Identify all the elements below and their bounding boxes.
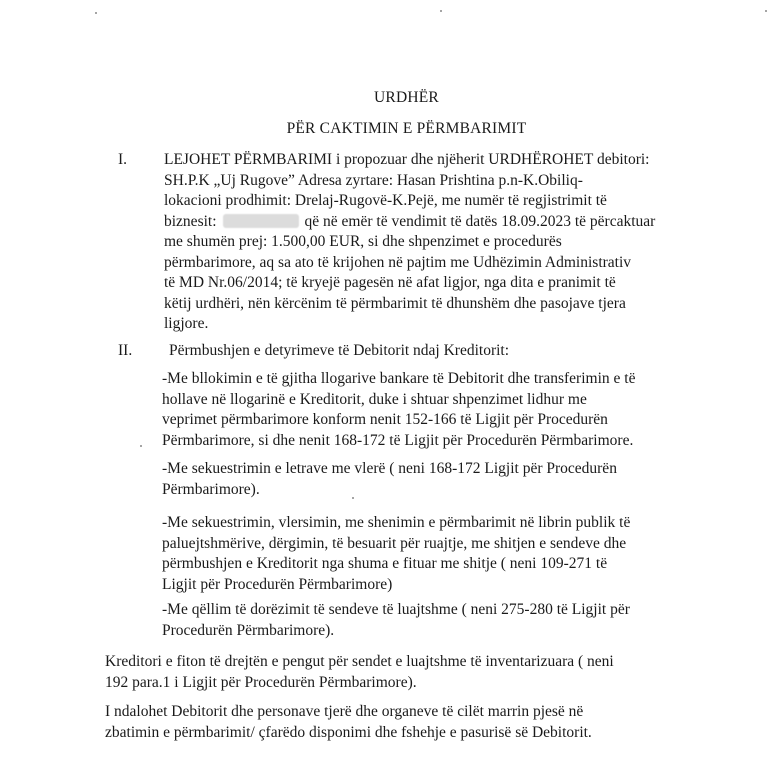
measure-bank-accounts	[162, 369, 635, 451]
text-line: këtij urdhëri, nën kërcënim të përmbarimit të dhunshëm dhe pasojave tjera	[164, 294, 626, 312]
text-fragment: që në emër të vendimit të datës 18.09.2023 të përcaktuar	[304, 212, 656, 230]
measure-securities	[162, 459, 617, 500]
document-title: URDHËR	[374, 89, 439, 106]
document-subtitle: PËR CAKTIMIN E PËRMBARIMIT	[286, 120, 527, 137]
section-2-heading: Përmbushjen e detyrimeve të Debitorit ndaj Kreditorit:	[169, 342, 510, 359]
text-line: SH.P.K „Uj Rugove” Adresa zyrtare: Hasan Prishtina p.n-K.Obiliq-	[164, 171, 583, 189]
section-1-text	[164, 150, 655, 335]
text-line: ligjore.	[164, 315, 209, 332]
text-line: I ndalohet Debitorit dhe personave tjerë dhe organeve të cilët marrin pjesë në	[105, 703, 584, 720]
text-line: 192 para.1 i Ligjit për Procedurën Përmbarimore).	[105, 673, 417, 691]
scan-speck	[765, 10, 767, 12]
section-1-numeral: I.	[118, 151, 128, 168]
text-line: përmbushjen e Kreditorit nga shuma e fituar me shitje ( neni 109-271 të	[162, 555, 608, 572]
pledge-right-paragraph	[105, 652, 614, 693]
text-fragment: biznesit:	[164, 212, 217, 230]
scan-speck	[140, 445, 142, 447]
text-line: me shumën prej: 1.500,00 EUR, si dhe shpenzimet e procedurës	[164, 233, 562, 250]
scan-speck	[95, 12, 97, 14]
scan-speck	[352, 497, 354, 499]
text-line: -Me sekuestrimin e letrave me vlerë ( neni 168-172 Ligjit për Procedurën	[162, 460, 617, 477]
text-line: -Me sekuestrimin, vlersimin, me shenimin e përmbarimit në librin publik të	[162, 514, 631, 531]
text-line: Kreditori e fiton të drejtën e pengut për sendet e luajtshme të inventarizuara ( neni	[105, 653, 614, 670]
measure-real-estate	[162, 513, 630, 595]
text-line-with-redaction	[164, 212, 655, 233]
redacted-business-number	[223, 214, 299, 228]
text-line: Procedurën Përmbarimore).	[162, 621, 335, 639]
text-line: paluejtshmërive, dërgimin, të besuarit për ruajtje, me shitjen e sendeve dhe	[162, 534, 627, 552]
text-line: -Me bllokimin e të gjitha llogarive bankare të Debitorit dhe transferimin e të	[162, 370, 636, 387]
text-line: zbatimin e përmbarimit/ çfarëdo disponimi dhe fshehje e pasurisë së Debitorit.	[105, 723, 592, 741]
text-line: përmbarimore, aq sa ato të krijohen në pajtim me Udhëzimin Administrativ	[164, 253, 632, 271]
text-line: LEJOHET PËRMBARIMI i propozuar dhe njëherit URDHËROHET debitori:	[164, 151, 650, 168]
text-line: Ligjit për Procedurën Përmbarimore)	[162, 575, 393, 593]
scan-speck	[440, 10, 442, 12]
text-line: të MD Nr.06/2014; të kryejë pagesën në afat ligjor, nga dita e pranimit të	[164, 274, 616, 291]
text-line: lokacioni prodhimit: Drelaj-Rugovë-K.Pejë, me numër të regjistrimit të	[164, 192, 607, 209]
text-line: hollave në llogarinë e Kreditorit, duke i shtuar shpenzimet lidhur me	[162, 390, 587, 408]
text-line: -Me qëllim të dorëzimit të sendeve të luajtshme ( neni 275-280 të Ligjit për	[162, 601, 630, 618]
prohibition-paragraph	[105, 702, 592, 743]
text-line: Përmbarimore, si dhe nenit 168-172 të Ligjit për Procedurën Përmbarimore.	[162, 431, 634, 449]
measure-movables	[162, 600, 630, 641]
text-line: Përmbarimore).	[162, 480, 260, 498]
section-2-numeral: II.	[118, 342, 133, 359]
text-line: veprimet përmbarimore konform nenit 152-166 të Ligjit për Procedurën	[162, 411, 608, 428]
